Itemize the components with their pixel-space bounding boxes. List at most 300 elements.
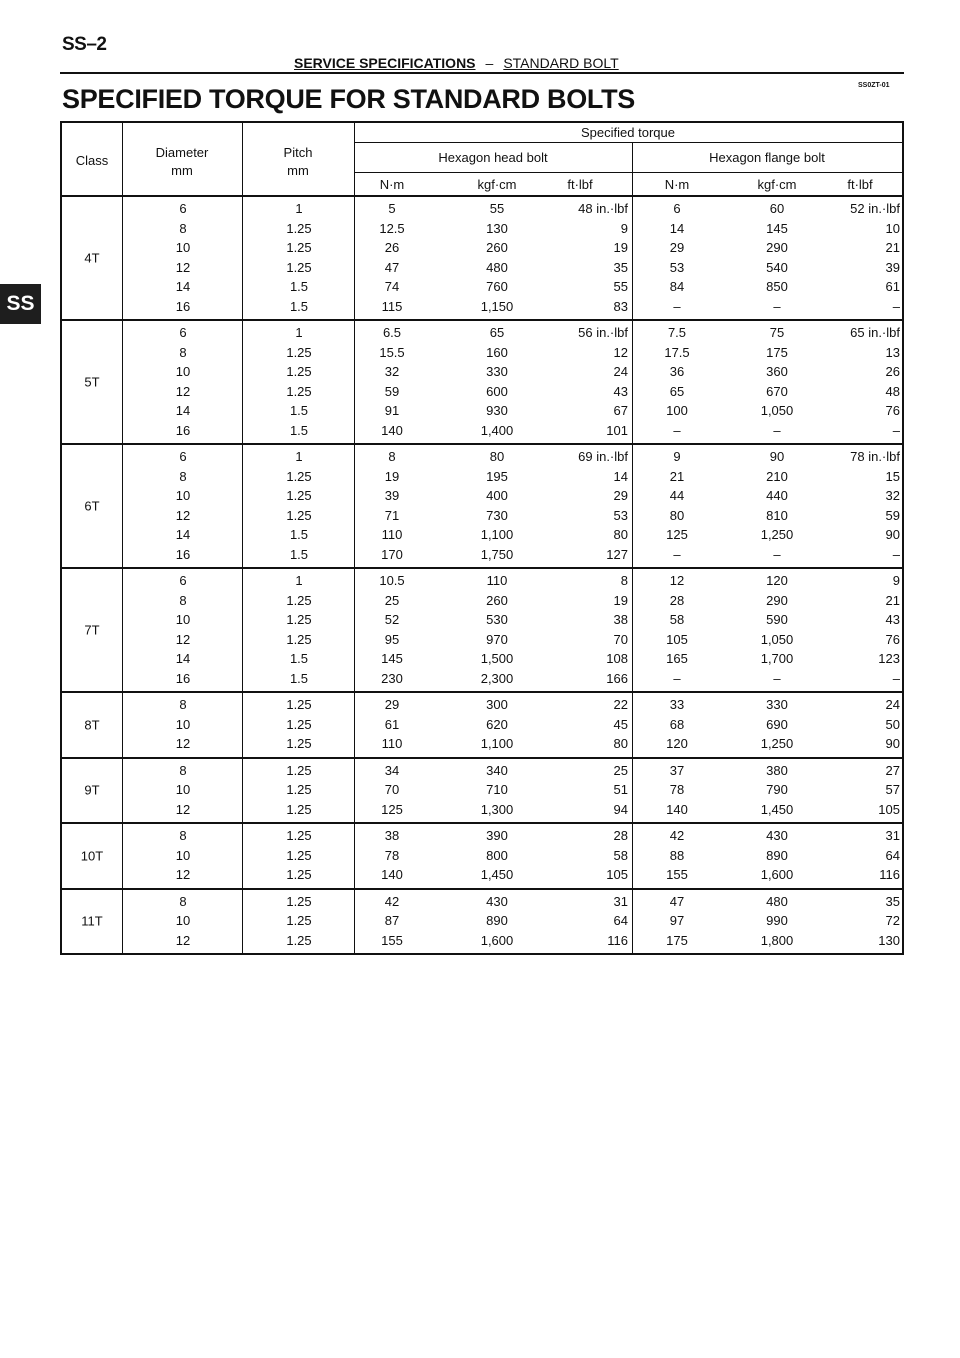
cell-pitch: 1.25 (286, 220, 312, 236)
class-group (62, 569, 902, 693)
cell-diameter: 8 (179, 468, 187, 484)
cell-head-kgfcm: 300 (486, 697, 508, 712)
table-row (62, 591, 902, 611)
table-row (62, 199, 902, 219)
header-hexagon-head: Hexagon head bolt (438, 150, 548, 165)
table-row (62, 323, 902, 343)
subsection-title: STANDARD BOLT (503, 55, 619, 71)
cell-flange-ftlbf: 64 (885, 847, 900, 863)
cell-head-kgfcm: 530 (486, 612, 508, 627)
document-code: SS0ZT-01 (858, 82, 890, 89)
class-label: 11T (81, 913, 103, 929)
cell-diameter: 12 (175, 507, 191, 523)
section-header (294, 55, 619, 71)
class-label: 10T (80, 848, 104, 864)
table-row (62, 931, 902, 951)
cell-head-ftlbf: 12 (613, 344, 628, 360)
cell-head-ftlbf: 24 (613, 364, 628, 379)
header-head-ftlbf: ft·lbf (567, 177, 593, 192)
cell-head-nm: 155 (381, 932, 403, 948)
page-title: SPECIFIED TORQUE FOR STANDARD BOLTS (62, 84, 636, 114)
cell-flange-ftlbf: 13 (885, 344, 900, 360)
cell-flange-ftlbf: 48 (885, 383, 900, 399)
cell-diameter: 10 (175, 913, 191, 928)
class-group (62, 445, 902, 569)
cell-flange-kgfcm: 380 (766, 762, 788, 778)
table-row (62, 258, 902, 278)
cell-flange-kgfcm: 1,250 (760, 736, 794, 751)
cell-head-kgfcm: 1,750 (480, 546, 514, 562)
cell-flange-nm: 44 (669, 488, 685, 503)
cell-diameter: 16 (175, 670, 191, 686)
table-row (62, 846, 902, 866)
cell-head-kgfcm: 65 (489, 325, 505, 340)
cell-flange-nm: 29 (669, 240, 685, 255)
cell-head-nm: 70 (384, 782, 400, 797)
cell-head-ftlbf: 31 (613, 893, 628, 909)
cell-flange-kgfcm: 890 (766, 847, 788, 863)
cell-pitch: 1.25 (286, 762, 312, 778)
cell-flange-kgfcm: 1,450 (760, 801, 794, 817)
cell-head-nm: 19 (384, 468, 400, 484)
cell-pitch: 1.5 (289, 403, 309, 418)
cell-pitch: 1.5 (289, 546, 309, 562)
cell-flange-ftlbf: 90 (885, 736, 900, 751)
table-row (62, 800, 902, 820)
cell-pitch: 1.25 (286, 468, 312, 484)
cell-flange-kgfcm: 670 (766, 383, 788, 399)
cell-head-ftlbf: 48 in.·lbf (578, 201, 628, 216)
cell-head-kgfcm: 1,100 (480, 527, 514, 542)
divider (354, 172, 902, 173)
cell-head-nm: 170 (381, 546, 403, 562)
cell-flange-ftlbf: 57 (885, 782, 900, 797)
table-header (62, 123, 902, 197)
cell-flange-kgfcm: 60 (769, 201, 785, 216)
cell-head-nm: 95 (384, 631, 400, 647)
header-flange-ftlbf: ft·lbf (847, 177, 873, 192)
cell-flange-kgfcm: 90 (769, 449, 785, 464)
cell-flange-nm: – (673, 422, 681, 438)
class-group (62, 759, 902, 825)
cell-flange-kgfcm: 360 (766, 364, 788, 379)
table-row (62, 467, 902, 487)
cell-flange-ftlbf: 21 (885, 592, 900, 608)
cell-pitch: 1.5 (289, 527, 309, 542)
cell-flange-nm: 88 (669, 847, 685, 863)
class-label: 4T (84, 250, 100, 266)
cell-pitch: 1.25 (286, 867, 312, 882)
table-row (62, 695, 902, 715)
table-row (62, 421, 902, 441)
cell-flange-ftlbf: 9 (892, 573, 900, 588)
cell-flange-kgfcm: 990 (766, 913, 788, 928)
cell-flange-nm: 21 (669, 468, 685, 484)
cell-flange-ftlbf: 10 (885, 220, 900, 236)
header-pitch-label: Pitch (283, 145, 313, 160)
table-row (62, 610, 902, 630)
cell-flange-kgfcm: 690 (766, 716, 788, 732)
cell-pitch: 1.25 (286, 913, 312, 928)
divider (354, 142, 902, 143)
class-label: 5T (84, 374, 100, 390)
cell-head-nm: 32 (384, 364, 400, 379)
cell-diameter: 16 (175, 298, 191, 314)
header-flange-kgfcm: kgf·cm (757, 177, 797, 192)
cell-pitch: 1.25 (286, 828, 312, 843)
cell-pitch: 1.5 (289, 422, 309, 438)
table-row (62, 277, 902, 297)
cell-flange-kgfcm: 75 (769, 325, 785, 340)
cell-flange-kgfcm: 790 (766, 782, 788, 797)
table-row (62, 669, 902, 689)
cell-head-kgfcm: 390 (486, 828, 508, 843)
cell-head-ftlbf: 80 (613, 736, 628, 751)
cell-diameter: 10 (175, 612, 191, 627)
cell-flange-kgfcm: 175 (766, 344, 788, 360)
cell-diameter: 8 (179, 220, 187, 236)
cell-head-ftlbf: 64 (613, 913, 628, 928)
cell-diameter: 16 (175, 422, 191, 438)
section-title: SERVICE SPECIFICATIONS (294, 55, 476, 71)
cell-flange-nm: 78 (669, 782, 685, 797)
cell-pitch: 1.25 (286, 259, 312, 275)
header-diameter-unit: mm (171, 163, 193, 178)
table-row (62, 525, 902, 545)
cell-flange-ftlbf: 130 (878, 932, 900, 948)
cell-head-kgfcm: 1,450 (480, 867, 514, 882)
table-body (62, 197, 902, 953)
cell-flange-kgfcm: 540 (766, 259, 788, 275)
class-group (62, 197, 902, 321)
cell-diameter: 14 (175, 279, 191, 294)
class-group (62, 321, 902, 445)
cell-diameter: 10 (175, 782, 191, 797)
class-label: 9T (84, 782, 100, 798)
cell-head-ftlbf: 43 (613, 383, 628, 399)
cell-flange-kgfcm: – (773, 546, 781, 562)
cell-pitch: 1.25 (286, 488, 312, 503)
class-group (62, 824, 902, 890)
cell-flange-kgfcm: 120 (766, 573, 788, 588)
cell-flange-kgfcm: 1,600 (760, 867, 794, 882)
cell-head-kgfcm: 600 (486, 383, 508, 399)
cell-flange-ftlbf: 31 (885, 828, 900, 843)
cell-flange-ftlbf: – (892, 546, 900, 562)
cell-pitch: 1.25 (286, 893, 312, 909)
cell-head-kgfcm: 710 (486, 782, 508, 797)
cell-flange-ftlbf: – (892, 422, 900, 438)
cell-pitch: 1.5 (289, 670, 309, 686)
cell-diameter: 14 (175, 651, 191, 666)
cell-flange-nm: – (673, 298, 681, 314)
cell-head-kgfcm: 430 (486, 893, 508, 909)
cell-pitch: 1.25 (286, 240, 312, 255)
header-hexagon-flange: Hexagon flange bolt (709, 150, 825, 165)
cell-pitch: 1.25 (286, 383, 312, 399)
cell-head-kgfcm: 110 (486, 573, 508, 588)
cell-head-nm: 26 (384, 240, 400, 255)
cell-flange-ftlbf: 116 (879, 867, 900, 882)
cell-head-ftlbf: 94 (613, 801, 628, 817)
cell-flange-kgfcm: 440 (766, 488, 788, 503)
cell-head-kgfcm: 160 (486, 344, 508, 360)
cell-head-kgfcm: 260 (486, 240, 508, 255)
table-row (62, 545, 902, 565)
cell-head-nm: 74 (384, 279, 400, 294)
cell-flange-nm: 53 (669, 259, 685, 275)
table-row (62, 892, 902, 912)
cell-flange-kgfcm: 330 (766, 697, 788, 712)
cell-diameter: 12 (175, 383, 191, 399)
header-diameter (122, 144, 242, 180)
cell-flange-nm: 120 (666, 736, 688, 751)
cell-pitch: 1.25 (286, 716, 312, 732)
cell-flange-nm: 68 (669, 716, 685, 732)
cell-flange-nm: 42 (669, 828, 685, 843)
cell-head-nm: 87 (384, 913, 400, 928)
cell-flange-ftlbf: 21 (885, 240, 900, 255)
cell-head-ftlbf: 35 (613, 259, 628, 275)
cell-head-nm: 78 (384, 847, 400, 863)
cell-diameter: 10 (175, 847, 191, 863)
cell-head-ftlbf: 83 (613, 298, 628, 314)
cell-flange-nm: 155 (666, 867, 688, 882)
page-code: SS–2 (62, 34, 107, 55)
cell-head-ftlbf: 108 (606, 651, 628, 666)
torque-table (60, 121, 904, 955)
cell-head-nm: 15.5 (379, 344, 405, 360)
table-row (62, 911, 902, 931)
header-dash: – (485, 55, 494, 71)
cell-head-nm: 230 (381, 670, 403, 686)
cell-flange-ftlbf: 90 (885, 527, 900, 542)
table-row (62, 734, 902, 754)
cell-flange-nm: 58 (669, 612, 685, 627)
section-side-tab: SS (0, 284, 41, 324)
cell-pitch: 1.25 (286, 801, 312, 817)
cell-head-kgfcm: 80 (489, 449, 505, 464)
cell-flange-kgfcm: 290 (766, 592, 788, 608)
cell-head-nm: 110 (381, 527, 403, 542)
cell-flange-kgfcm: – (773, 670, 781, 686)
cell-head-ftlbf: 9 (620, 220, 628, 236)
cell-flange-nm: 6 (673, 201, 681, 216)
cell-head-nm: 91 (384, 403, 400, 418)
cell-flange-ftlbf: 39 (885, 259, 900, 275)
cell-head-nm: 59 (384, 383, 400, 399)
cell-flange-ftlbf: – (892, 670, 900, 686)
table-row (62, 238, 902, 258)
cell-flange-ftlbf: 76 (885, 631, 900, 647)
cell-flange-kgfcm: 1,050 (760, 403, 794, 418)
cell-pitch: 1.25 (286, 736, 312, 751)
cell-pitch: 1.25 (286, 344, 312, 360)
cell-head-nm: 29 (384, 697, 400, 712)
cell-flange-ftlbf: 123 (878, 651, 900, 666)
header-specified-torque: Specified torque (581, 125, 675, 140)
header-pitch-unit: mm (287, 163, 309, 178)
cell-head-kgfcm: 620 (486, 716, 508, 732)
cell-head-ftlbf: 19 (613, 592, 628, 608)
cell-diameter: 14 (175, 527, 191, 542)
cell-flange-ftlbf: 27 (885, 762, 900, 778)
cell-head-kgfcm: 1,400 (480, 422, 514, 438)
cell-head-kgfcm: 330 (486, 364, 508, 379)
cell-diameter: 6 (179, 325, 187, 340)
cell-head-kgfcm: 760 (486, 279, 508, 294)
cell-pitch: 1.5 (289, 651, 309, 666)
cell-flange-nm: 84 (669, 279, 685, 294)
cell-diameter: 6 (179, 573, 187, 588)
table-row (62, 761, 902, 781)
class-group (62, 890, 902, 954)
cell-diameter: 16 (175, 546, 191, 562)
cell-flange-ftlbf: 78 in.·lbf (850, 449, 900, 464)
cell-head-ftlbf: 56 in.·lbf (578, 325, 628, 340)
cell-head-ftlbf: 28 (613, 828, 628, 843)
cell-head-nm: 25 (384, 592, 400, 608)
cell-flange-ftlbf: 76 (885, 403, 900, 418)
header-flange-nm: N·m (664, 177, 690, 192)
cell-flange-nm: 17.5 (664, 344, 690, 360)
cell-flange-nm: 9 (673, 449, 681, 464)
cell-pitch: 1 (295, 325, 303, 340)
cell-head-nm: 125 (381, 801, 403, 817)
cell-flange-ftlbf: 32 (885, 488, 900, 503)
header-class: Class (75, 153, 109, 168)
cell-flange-nm: 37 (669, 762, 685, 778)
cell-head-kgfcm: 260 (486, 592, 508, 608)
cell-pitch: 1 (295, 573, 303, 588)
cell-head-kgfcm: 890 (486, 913, 508, 928)
cell-diameter: 10 (175, 364, 191, 379)
header-head-kgfcm: kgf·cm (477, 177, 517, 192)
cell-head-nm: 52 (384, 612, 400, 627)
table-row (62, 571, 902, 591)
cell-pitch: 1 (295, 201, 303, 216)
cell-head-kgfcm: 930 (486, 403, 508, 418)
cell-flange-kgfcm: 480 (766, 893, 788, 909)
cell-diameter: 10 (175, 240, 191, 255)
cell-pitch: 1 (295, 449, 303, 464)
cell-flange-kgfcm: 810 (766, 507, 788, 523)
cell-head-ftlbf: 38 (613, 612, 628, 627)
cell-head-ftlbf: 58 (613, 847, 628, 863)
table-row (62, 486, 902, 506)
table-row (62, 447, 902, 467)
cell-head-ftlbf: 8 (620, 573, 628, 588)
cell-diameter: 8 (179, 762, 187, 778)
cell-head-nm: 5 (388, 201, 396, 216)
table-row (62, 865, 902, 885)
cell-head-nm: 38 (384, 828, 400, 843)
cell-flange-ftlbf: 50 (885, 716, 900, 732)
cell-flange-nm: 47 (669, 893, 685, 909)
class-group (62, 693, 902, 759)
cell-head-nm: 6.5 (382, 325, 402, 340)
cell-head-ftlbf: 45 (613, 716, 628, 732)
cell-head-ftlbf: 116 (607, 932, 628, 948)
header-rule (60, 72, 904, 74)
cell-pitch: 1.25 (286, 631, 312, 647)
cell-head-nm: 140 (381, 867, 403, 882)
cell-head-kgfcm: 340 (486, 762, 508, 778)
cell-pitch: 1.25 (286, 697, 312, 712)
cell-flange-nm: 100 (666, 403, 688, 418)
cell-pitch: 1.25 (286, 507, 312, 523)
cell-pitch: 1.25 (286, 782, 312, 797)
cell-flange-kgfcm: – (773, 298, 781, 314)
cell-flange-nm: 97 (669, 913, 685, 928)
cell-flange-nm: 7.5 (667, 325, 687, 340)
cell-head-ftlbf: 55 (613, 279, 628, 294)
cell-head-ftlbf: 25 (613, 762, 628, 778)
cell-flange-ftlbf: 61 (885, 279, 900, 294)
cell-head-ftlbf: 70 (613, 631, 628, 647)
cell-head-nm: 8 (388, 449, 396, 464)
cell-head-ftlbf: 166 (606, 670, 628, 686)
cell-flange-nm: 125 (666, 527, 688, 542)
cell-flange-kgfcm: 145 (766, 220, 788, 236)
class-label: 6T (84, 498, 100, 514)
header-pitch (242, 144, 354, 180)
cell-head-ftlbf: 53 (613, 507, 628, 523)
table-row (62, 715, 902, 735)
header-diameter-label: Diameter (155, 145, 209, 160)
cell-head-kgfcm: 480 (486, 259, 508, 275)
cell-diameter: 8 (179, 893, 187, 909)
table-row (62, 649, 902, 669)
cell-head-kgfcm: 400 (486, 488, 508, 503)
table-row (62, 506, 902, 526)
cell-head-ftlbf: 29 (613, 488, 628, 503)
cell-flange-ftlbf: 43 (885, 612, 900, 627)
cell-flange-kgfcm: 850 (766, 279, 788, 294)
cell-flange-ftlbf: 35 (885, 893, 900, 909)
cell-diameter: 12 (175, 867, 191, 882)
table-row (62, 630, 902, 650)
cell-flange-nm: 12 (669, 573, 685, 588)
cell-flange-kgfcm: 590 (766, 612, 788, 627)
cell-diameter: 8 (179, 592, 187, 608)
table-row (62, 401, 902, 421)
cell-pitch: 1.25 (286, 932, 312, 948)
cell-flange-nm: 165 (666, 651, 688, 666)
cell-flange-nm: 36 (669, 364, 685, 379)
cell-flange-nm: 28 (669, 592, 685, 608)
cell-head-kgfcm: 970 (486, 631, 508, 647)
cell-flange-nm: 33 (669, 697, 685, 712)
cell-pitch: 1.5 (289, 298, 309, 314)
cell-flange-ftlbf: 24 (885, 697, 900, 712)
cell-diameter: 8 (179, 344, 187, 360)
table-row (62, 362, 902, 382)
cell-head-nm: 47 (384, 259, 400, 275)
cell-head-kgfcm: 1,150 (480, 298, 514, 314)
cell-flange-nm: – (673, 546, 681, 562)
cell-flange-nm: 65 (669, 383, 685, 399)
cell-head-kgfcm: 1,300 (480, 801, 514, 817)
cell-head-ftlbf: 67 (613, 403, 628, 418)
cell-flange-kgfcm: 290 (766, 240, 788, 255)
header-head-nm: N·m (379, 177, 405, 192)
cell-head-kgfcm: 1,100 (480, 736, 514, 751)
cell-diameter: 12 (175, 932, 191, 948)
cell-diameter: 12 (175, 259, 191, 275)
cell-diameter: 10 (175, 716, 191, 732)
cell-diameter: 8 (179, 697, 187, 712)
